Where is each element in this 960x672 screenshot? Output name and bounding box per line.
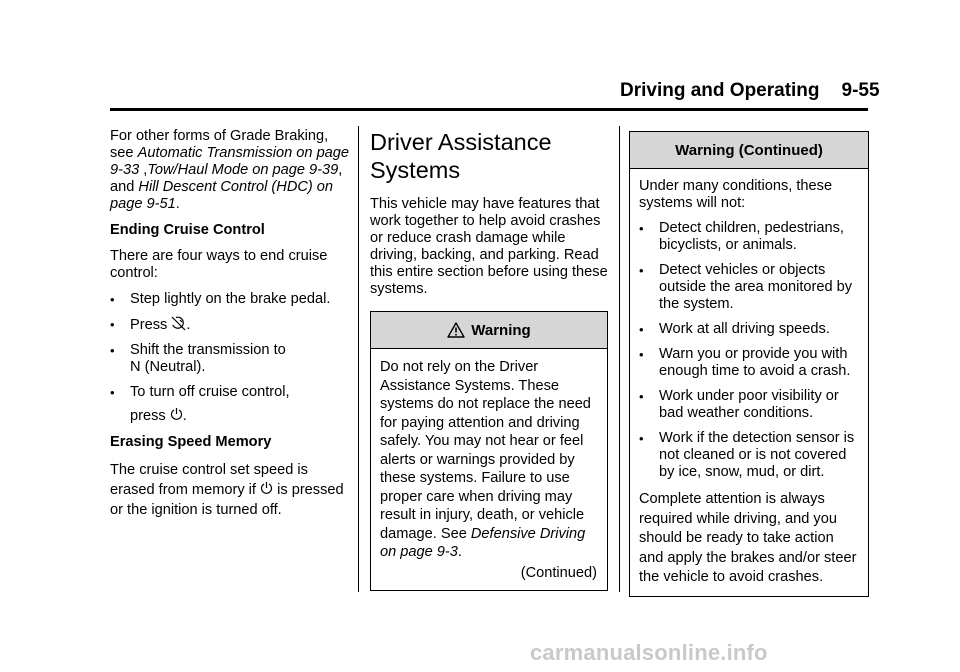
warning-continued-body: [630, 169, 868, 596]
warning-continued-intro: Under many conditions, these systems will not:: [639, 178, 833, 211]
bullet-icon: •: [639, 347, 644, 362]
right-column: [629, 131, 869, 597]
warning-text: Do not rely on the Driver Assistance Systems. These systems do not replace the need for paying attention and driving safely. You may not hear or feel alerts or warnings provided by these systems. Failure to use proper care when driving may result in injury, death, or vehicle damage. See Defensive Driving on page 9-3.: [380, 359, 591, 560]
list-item: • Step lightly on the brake pedal.: [110, 291, 331, 307]
section-name: Driving and Operating: [620, 80, 820, 101]
middle-column: [370, 128, 608, 591]
column-divider-1: [358, 126, 359, 592]
erasing-speed-heading: Erasing Speed Memory: [110, 434, 272, 450]
continued-label: (Continued): [520, 564, 597, 581]
watermark: carmanualsonline.info: [530, 640, 768, 665]
list-item: • Detect vehicles or objects outside the area monitored by the system.: [639, 262, 853, 312]
bullet-icon: •: [110, 292, 115, 307]
warning-box: [370, 311, 608, 591]
cruise-power-icon: [170, 407, 183, 422]
warning-continued-box: [629, 131, 869, 597]
left-column: [110, 128, 352, 529]
warning-triangle-icon: [447, 322, 465, 338]
section-title: [620, 80, 880, 102]
bullet-icon: •: [110, 317, 115, 332]
list-item: • Warn you or provide you with enough time to avoid a crash.: [639, 346, 851, 379]
bullet-icon: •: [110, 385, 115, 400]
list-item: • Work at all driving speeds.: [639, 321, 830, 337]
bullet-icon: •: [639, 322, 644, 337]
list-item: • To turn off cruise control, press .: [110, 384, 290, 424]
warning-continued-header: Warning (Continued): [630, 132, 868, 169]
link-defensive-driving[interactable]: Defensive Driving on page 9-3: [380, 525, 586, 560]
column-divider-2: [619, 126, 620, 592]
ending-cruise-list: [110, 291, 352, 425]
list-item: • Work if the detection sensor is not cleaned or is not covered by ice, snow, mud, or dirt.: [639, 430, 855, 480]
bullet-icon: •: [639, 389, 644, 404]
cruise-cancel-icon: [171, 316, 186, 331]
link-automatic-transmission[interactable]: Automatic Transmission on page 9-33: [110, 145, 350, 178]
warning-box-header: [371, 312, 607, 349]
warning-box-body: [371, 349, 607, 590]
driver-assistance-title: Driver Assistance Systems: [370, 129, 552, 183]
list-item: • Shift the transmission to N (Neutral).: [110, 342, 286, 375]
header-rule: [110, 108, 868, 111]
bullet-icon: •: [110, 343, 115, 358]
list-item: • Detect children, pedestrians, bicyclists, or animals.: [639, 220, 844, 253]
list-item: • Press .: [110, 317, 191, 333]
ending-cruise-intro: There are four ways to end cruise control:: [110, 248, 328, 281]
limitations-list: [639, 220, 858, 481]
erasing-speed-paragraph: The cruise control set speed is erased from memory if is pressed or the ignition is turned off.: [110, 462, 344, 518]
grade-braking-paragraph: For other forms of Grade Braking, see Automatic Transmission on page 9-33 ,Tow/Haul Mode on page 9-39, and Hill Descent Control (HDC) on page 9-51.: [110, 128, 350, 212]
bullet-icon: •: [639, 431, 644, 446]
driver-assistance-intro: This vehicle may have features that work together to help avoid crashes or reduce crash damage while driving, backing, and parking. Read this entire section before using these systems.: [370, 196, 608, 297]
cruise-power-icon: [260, 481, 273, 496]
page-number: 9-55: [841, 80, 880, 101]
link-tow-haul-mode[interactable]: Tow/Haul Mode on page 9-39: [147, 162, 339, 178]
link-hill-descent-control[interactable]: Hill Descent Control (HDC) on page 9-51: [110, 179, 334, 212]
closing-paragraph: Complete attention is always required while driving, and you should be ready to take action and apply the brakes and/or steer the vehicle to avoid crashes.: [639, 491, 857, 585]
warning-label: Warning: [471, 321, 531, 339]
ending-cruise-heading: Ending Cruise Control: [110, 222, 265, 238]
bullet-icon: •: [639, 221, 644, 236]
bullet-icon: •: [639, 263, 644, 278]
list-item: • Work under poor visibility or bad weather conditions.: [639, 388, 839, 421]
